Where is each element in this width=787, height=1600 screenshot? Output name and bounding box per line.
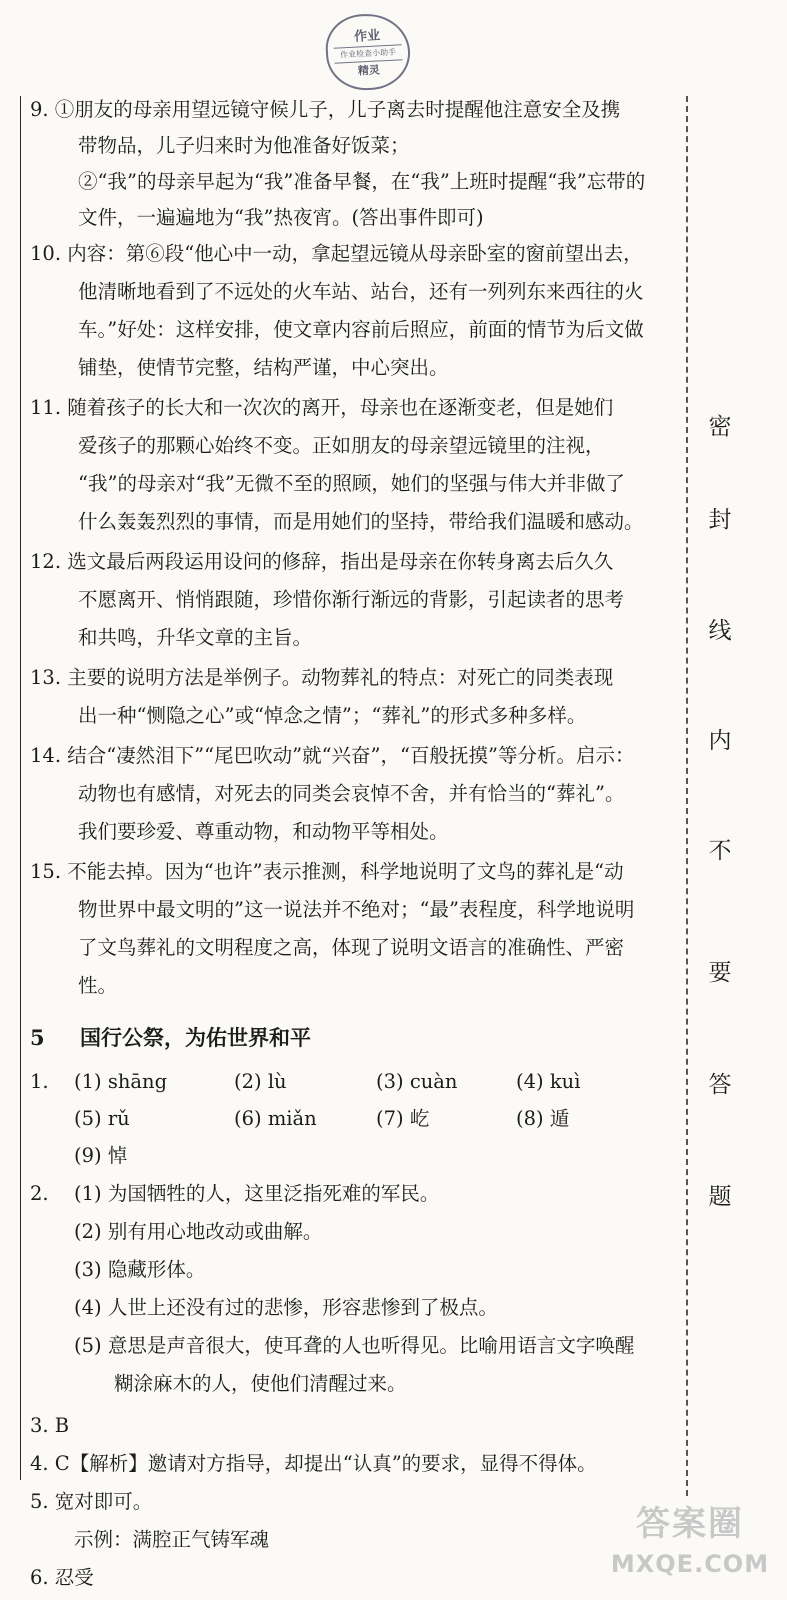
pinyin-item: (4) kuì	[516, 1070, 581, 1093]
answer-line: 文件，一遍遍地为“我”热夜宵。(答出事件即可)	[78, 206, 484, 229]
stamp-line-2: 作业检查小助手	[334, 44, 403, 64]
stamp-line-3: 精灵	[357, 63, 381, 78]
seal-char: 内	[708, 728, 732, 754]
answer-line: 和共鸣，升华文章的主旨。	[78, 626, 313, 649]
answer-line: 性。	[78, 974, 118, 997]
answer-line: 他清晰地看到了不远处的火车站、站台，还有一列列东来西往的火	[78, 280, 644, 303]
seal-char: 要	[708, 960, 732, 986]
answer-line-q15: 15. 不能去掉。因为“也许”表示推测，科学地说明了文鸟的葬礼是“动	[30, 860, 624, 883]
watermark-logo	[600, 1498, 780, 1598]
answer-line-q9: 9. ①朋友的母亲用望远镜守候儿子，儿子离去时提醒他注意安全及携	[30, 98, 621, 121]
answer-line: 带物品，儿子归来时为他准备好饭菜；	[78, 134, 410, 157]
q2-item: 糊涂麻木的人，使他们清醒过来。	[114, 1372, 407, 1395]
q2-item: (2) 别有用心地改动或曲解。	[74, 1220, 323, 1243]
q2-item: (1) 为国牺牲的人，这里泛指死难的军民。	[74, 1182, 440, 1205]
pinyin-item: (6) miǎn	[234, 1107, 317, 1130]
pinyin-item: (3) cuàn	[376, 1070, 458, 1093]
seal-char: 封	[708, 507, 732, 533]
pinyin-item: (5) rǔ	[74, 1107, 130, 1130]
answer-line: 动物也有感情，对死去的同类会哀悼不舍，并有恰当的“葬礼”。	[78, 782, 625, 805]
watermark-url: MXQE.COM	[610, 1550, 770, 1578]
seal-char: 题	[708, 1184, 732, 1210]
section-title: 国行公祭，为佑世界和平	[80, 1025, 311, 1050]
stamp-line-1: 作业	[353, 28, 381, 45]
q2-prefix: 2.	[30, 1182, 49, 1205]
pinyin-item: (2) lù	[234, 1070, 287, 1093]
answer-line: 物世界中最文明的”这一说法并不绝对；“最”表程度，科学地说明	[78, 898, 635, 921]
answer-line-q13: 13. 主要的说明方法是举例子。动物葬礼的特点：对死亡的同类表现	[30, 666, 614, 689]
answer-line: 车。”好处：这样安排，使文章内容前后照应，前面的情节为后文做	[78, 318, 644, 341]
answer-line-q4: 4. C【解析】邀请对方指导，却提出“认真”的要求，显得不得体。	[30, 1452, 597, 1475]
answer-line: 不愿离开、悄悄跟随，珍惜你渐行渐远的背影，引起读者的思考	[78, 588, 625, 611]
answer-line: 我们要珍爱、尊重动物，和动物平等相处。	[78, 820, 449, 843]
answer-line-q14: 14. 结合“凄然泪下”“尾巴吹动”就“兴奋”，“百般抚摸”等分析。启示：	[30, 744, 635, 767]
answer-line-q10: 10. 内容：第⑥段“他心中一动，拿起望远镜从母亲卧室的窗前望出去，	[30, 242, 643, 265]
answer-line: 爱孩子的那颗心始终不变。正如朋友的母亲望远镜里的注视，	[78, 434, 605, 457]
q2-item: (3) 隐藏形体。	[74, 1258, 206, 1281]
pinyin-item: (7) 屹	[376, 1107, 430, 1130]
answer-line-q6: 6. 忍受	[30, 1566, 94, 1589]
answer-line-q11: 11. 随着孩子的长大和一次次的离开，母亲也在逐渐变老，但是她们	[30, 396, 614, 419]
seal-dashed-line	[686, 96, 688, 1496]
answer-line-q3: 3. B	[30, 1414, 70, 1437]
answer-line: 了文鸟葬礼的文明程度之高，体现了说明文语言的准确性、严密	[78, 936, 625, 959]
left-margin-rule	[20, 96, 21, 1480]
seal-char: 线	[708, 618, 732, 644]
answer-line: 铺垫，使情节完整，结构严谨，中心突出。	[78, 356, 449, 379]
watermark-text: 答案圈	[636, 1504, 744, 1544]
answer-line-q5: 5. 宽对即可。	[30, 1490, 153, 1513]
q1-prefix: 1.	[30, 1070, 49, 1093]
homework-stamp	[324, 12, 412, 92]
seal-char: 不	[708, 838, 732, 864]
seal-char: 密	[708, 414, 732, 440]
answer-line: 出一种“恻隐之心”或“悼念之情”；“葬礼”的形式多种多样。	[78, 704, 587, 727]
answer-line: ②“我”的母亲早起为“我”准备早餐，在“我”上班时提醒“我”忘带的	[78, 170, 646, 193]
q2-item: (5) 意思是声音很大，使耳聋的人也听得见。比喻用语言文字唤醒	[74, 1334, 635, 1357]
answer-line: “我”的母亲对“我”无微不至的照顾，她们的坚强与伟大并非做了	[78, 472, 625, 495]
seal-char: 答	[708, 1072, 732, 1098]
answer-line: 什么轰轰烈烈的事情，而是用她们的坚持，带给我们温暖和感动。	[78, 510, 644, 533]
pinyin-item: (8) 遁	[516, 1107, 570, 1130]
answer-line-q12: 12. 选文最后两段运用设问的修辞，指出是母亲在你转身离去后久久	[30, 550, 614, 573]
section-number: 5	[30, 1025, 45, 1050]
answer-example: 示例：满腔正气铸军魂	[74, 1528, 270, 1551]
pinyin-item: (9) 悼	[74, 1144, 128, 1167]
q2-item: (4) 人世上还没有过的悲惨，形容悲惨到了极点。	[74, 1296, 498, 1319]
pinyin-item: (1) shāng	[74, 1070, 168, 1093]
